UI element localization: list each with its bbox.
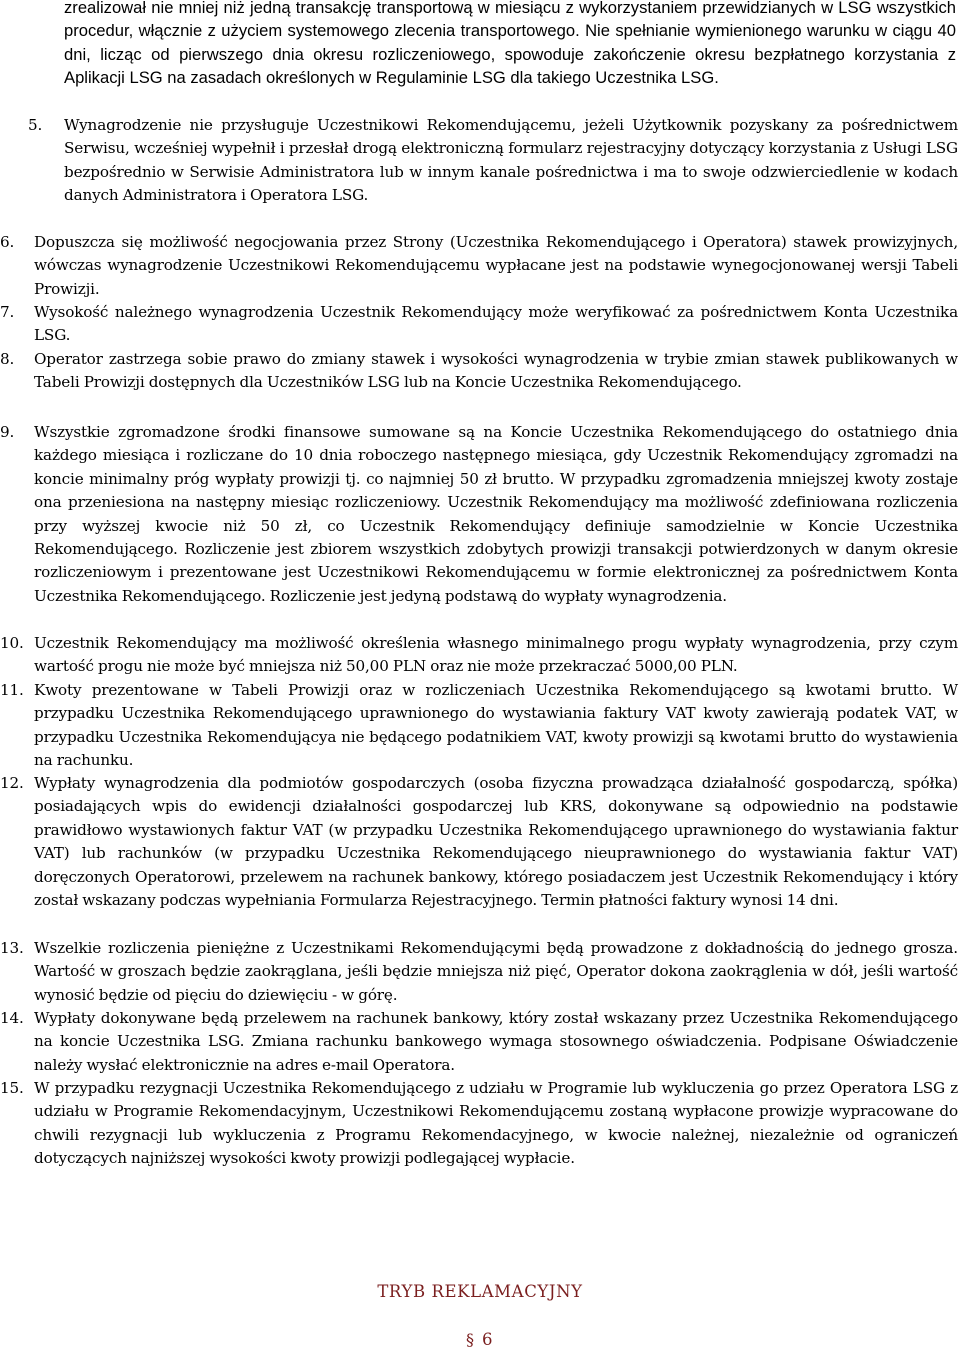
list-item-text: W przypadku rezygnacji Uczestnika Rekomendującego z udziału w Programie lub wykluczenia go przez Operatora LSG z udziału w Programie Rekomendacyjnym, Uczestnikowi Rekomendującemu zostaną wypłacone prowizje wypracowane do chwili rezygnacji lub wykluczenia z Programu Rekomendacyjnego, w kwocie należnej, niezależnie od ograniczeń dotyczących najniższej wysokości kwoty prowizji podlegającej wypłacie.	[34, 1079, 958, 1168]
list-item-text: Kwoty prezentowane w Tabeli Prowizji oraz w rozliczeniach Uczestnika Rekomendującego są kwotami brutto. W przypadku Uczestnika Rekomendującego uprawnionego do wystawiania faktury VAT kwoty zawierają podatek VAT, w przypadku Uczestnika Rekomendującya nie będącego podatnikiem VAT, kwoty prowizji są kwotami brutto do wystawienia na rachunku.	[34, 681, 958, 770]
section-heading: TRYB REKLAMACYJNY	[377, 1282, 583, 1301]
list-item-number: 15.	[0, 1079, 24, 1097]
list-item-number: 8.	[0, 350, 15, 368]
list-item-number: 14.	[0, 1009, 24, 1027]
list-item-text: Wszelkie rozliczenia pieniężne z Uczestnikami Rekomendującymi będą prowadzone z dokładnością do jednego grosza. Wartość w groszach będzie zaokrąglana, jeśli będzie mniejsza niż pięć, Operator dokona zaokrąglenia w dół, jeśli wartość wynosić będzie od pięciu do dziewięciu - w górę.	[34, 939, 958, 1004]
list-item-number: 10.	[0, 634, 24, 652]
list-item-8	[0, 348, 958, 395]
list-item-text: Wypłaty dokonywane będą przelewem na rachunek bankowy, który został wskazany przez Uczestnika Rekomendującego na koncie Uczestnika LSG. Zmiana rachunku bankowego wymaga stosownego oświadczenia. Podpisane Oświadczenie należy wysłać elektronicznie na adres e-mail Operatora.	[34, 1009, 958, 1074]
list-item-11	[0, 679, 958, 773]
list-item-text: Wynagrodzenie nie przysługuje Uczestnikowi Rekomendującemu, jeżeli Użytkownik pozyskany za pośrednictwem Serwisu, wcześniej wypełnił i przesłał drogą elektroniczną formularz rejestracyjny dotyczący korzystania z Usługi LSG bezpośrednio w Serwisie Administratora lub w innym kanale pośrednictwa i ma to swoje odzwierciedlenie w kodach danych Administratora i Operatora LSG.	[64, 116, 958, 205]
list-item-number: 12.	[0, 774, 24, 792]
list-item-text: Operator zastrzega sobie prawo do zmiany stawek i wysokości wynagrodzenia w trybie zmian stawek publikowanych w Tabeli Prowizji dostępnych dla Uczestników LSG lub na Koncie Uczestnika Rekomendującego.	[34, 350, 958, 392]
list-item-text: Uczestnik Rekomendujący ma możliwość określenia własnego minimalnego progu wypłaty wynagrodzenia, przy czym wartość progu nie może być mniejsza niż 50,00 PLN oraz nie może przekraczać 5000,00 PLN.	[34, 634, 958, 676]
page-number-value: 6	[482, 1330, 493, 1349]
list-item-10	[0, 632, 958, 679]
list-item-number: 5.	[28, 116, 43, 134]
list-item-text: Wypłaty wynagrodzenia dla podmiotów gospodarczych (osoba fizyczna prowadząca działalność gospodarczą, spółka) posiadających wpis do ewidencji działalności gospodarczej lub KRS, dokonywane są odpowiednio na podstawie prawidłowo wystawionych faktur VAT (w przypadku Uczestnika Rekomendującego uprawnionego do wystawiania faktur VAT) lub rachunków (w przypadku Uczestnika Rekomendującego nieuprawnionego do wystawiania faktur VAT) doręczonych Operatorowi, przelewem na rachunek bankowy, którego posiadaczem jest Uczestnik Rekomendujący i który został wskazany podczas wypełniania Formularza Rejestracyjnego. Termin płatności faktury wynosi 14 dni.	[34, 774, 958, 910]
list-item-number: 11.	[0, 681, 24, 699]
list-item-text: Wszystkie zgromadzone środki finansowe sumowane są na Koncie Uczestnika Rekomendującego do ostatniego dnia każdego miesiąca i rozliczane do 10 dnia roboczego następnego miesiąca, gdy Uczestnik Rekomendujący zgromadzi na koncie minimalny próg wypłaty prowizji tj. co najmniej 50 zł brutto. W przypadku zgromadzenia mniejszej kwoty zostaje ona przeniesiona na następny miesiąc rozliczeniowy. Uczestnik Rekomendujący ma możliwość zdefiniowana rozliczenia przy wyższej kwocie niż 50 zł, co Uczestnik Rekomendujący definiuje samodzielnie w Koncie Uczestnika Rekomendującego. Rozliczenie jest zbiorem wszystkich zdobytych prowizji transakcji potwierdzonych w danym okresie rozliczeniowym i prezentowane jest Uczestnikowi Rekomendującemu w formie elektronicznej za pośrednictwem Konta Uczestnika Rekomendującego. Rozliczenie jest jedyną podstawą do wypłaty wynagrodzenia.	[34, 423, 958, 605]
section-sign-icon: §	[466, 1330, 474, 1349]
intro-paragraph: zrealizował nie mniej niż jedną transakcję transportową w miesiącu z wykorzystaniem przewidzianych w LSG wszystkich procedur, włącznie z użyciem systemowego zlecenia transportowego. Nie spełnianie wymienionego warunku w ciągu 40 dni, licząc od pierwszego dnia okresu rozliczeniowego, spowoduje zakończenie okresu bezpłatnego korzystania z Aplikacji LSG na zasadach określonych w Regulaminie LSG dla takiego Uczestnika LSG.	[64, 0, 956, 87]
list-item-15	[0, 1077, 958, 1171]
list-item-6	[0, 231, 958, 301]
list-item-number: 6.	[0, 233, 15, 251]
list-item-14	[0, 1007, 958, 1077]
list-item-5	[28, 114, 958, 208]
list-item-text: Dopuszcza się możliwość negocjowania przez Strony (Uczestnika Rekomendującego i Operatora) stawek prowizyjnych, wówczas wynagrodzenie Uczestnikowi Rekomendującemu wypłacane jest na podstawie wynegocjonowanej wersji Tabeli Prowizji.	[34, 233, 958, 298]
page-number	[466, 1330, 493, 1349]
list-item-12	[0, 772, 958, 912]
list-item-number: 9.	[0, 423, 15, 441]
list-item-number: 13.	[0, 939, 24, 957]
list-item-number: 7.	[0, 303, 15, 321]
list-item-13	[0, 937, 958, 1007]
list-item-9	[0, 421, 958, 608]
list-item-7	[0, 301, 958, 348]
list-item-text: Wysokość należnego wynagrodzenia Uczestnik Rekomendujący może weryfikować za pośrednictwem Konta Uczestnika LSG.	[34, 303, 958, 345]
